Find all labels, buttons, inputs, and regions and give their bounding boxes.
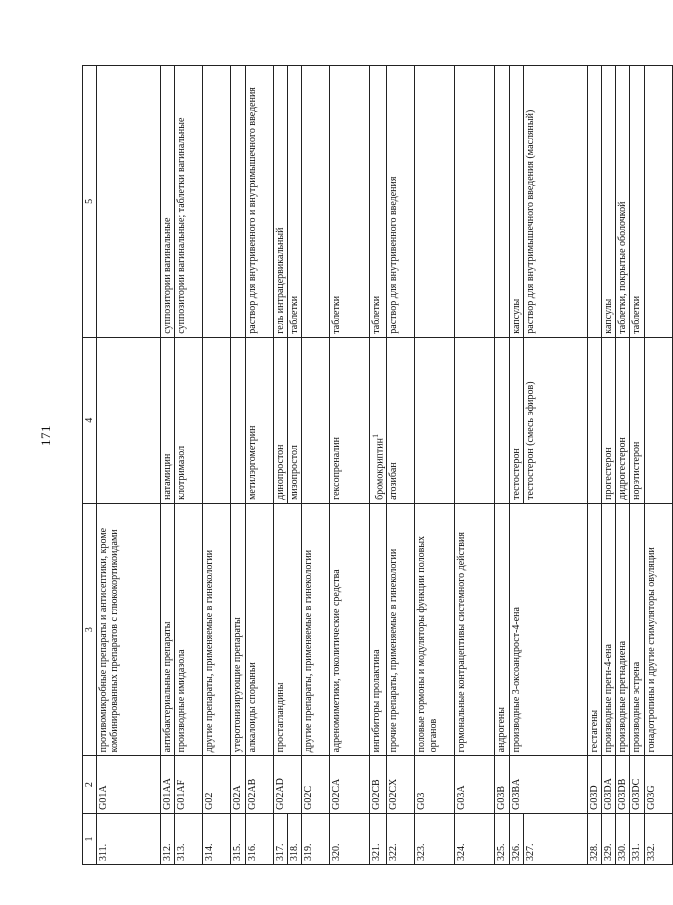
row-number: 322. [387, 813, 415, 864]
row-number: 314. [203, 813, 231, 864]
pharmacological-group: ингибиторы пролактина [369, 503, 387, 755]
dosage-form: раствор для внутривенного введения [387, 66, 415, 338]
table-row [161, 66, 175, 865]
dosage-form [97, 66, 161, 338]
table-row [387, 66, 415, 865]
dosage-form [203, 66, 231, 338]
drug-name: мизопростол [287, 337, 301, 503]
column-header: 3 [83, 503, 97, 755]
pharmacological-group: производные эстрена [630, 503, 644, 755]
atc-code: G02AB [245, 756, 273, 814]
table-row [203, 66, 231, 865]
drug-name [97, 337, 161, 503]
dosage-form: таблетки [369, 66, 387, 338]
dosage-form [301, 66, 329, 338]
table-row [415, 66, 455, 865]
dosage-form: суппозитории вагинальные; таблетки вагинальные [175, 66, 203, 338]
drug-name: тестостерон [509, 337, 523, 503]
row-number: 312. [161, 813, 175, 864]
atc-code: G02A [231, 756, 245, 814]
page-number: 171 [38, 425, 53, 446]
atc-code: G02AD [273, 756, 301, 814]
dosage-form: капсулы [602, 66, 616, 338]
pharmacological-group: утеротонизирующие препараты [231, 503, 245, 755]
table-row [644, 66, 672, 865]
column-header: 2 [83, 756, 97, 814]
drug-name [301, 337, 329, 503]
dosage-form: капсулы [509, 66, 523, 338]
row-number: 323. [415, 813, 455, 864]
table-row [455, 66, 495, 865]
atc-code: G02CB [369, 756, 387, 814]
pharmacological-group: гонадотропины и другие стимуляторы овуляции [644, 503, 672, 755]
dosage-form [231, 66, 245, 338]
column-header: 5 [83, 66, 97, 338]
drug-table [82, 65, 673, 865]
column-header: 4 [83, 337, 97, 503]
dosage-form [455, 66, 495, 338]
atc-code: G01AF [175, 756, 203, 814]
row-number: 313. [175, 813, 203, 864]
drug-name: натамицин [161, 337, 175, 503]
dosage-form: таблетки [630, 66, 644, 338]
atc-code: G03B [495, 756, 509, 814]
drug-name: бромокриптин [374, 438, 386, 500]
table-row [245, 66, 273, 865]
table-row [273, 66, 287, 865]
drug-name: дидрогестерон [616, 337, 630, 503]
drug-name: метилэргометрин [245, 337, 273, 503]
drug-name [415, 337, 455, 503]
drug-name: клотримазол [175, 337, 203, 503]
pharmacological-group: половые гормоны и модуляторы функции половых органов [415, 503, 455, 755]
row-number: 331. [630, 813, 644, 864]
dosage-form [415, 66, 455, 338]
row-number: 330. [616, 813, 630, 864]
atc-code: G02C [301, 756, 329, 814]
dosage-form: раствор для внутримышечного введения (масляный) [523, 66, 587, 338]
table-row [329, 66, 369, 865]
row-number: 316. [245, 813, 273, 864]
dosage-form: таблетки [287, 66, 301, 338]
table-header-row [83, 66, 97, 865]
dosage-form [587, 66, 601, 338]
pharmacological-group: другие препараты, применяемые в гинекологии [203, 503, 231, 755]
table-row [301, 66, 329, 865]
dosage-form: суппозитории вагинальные [161, 66, 175, 338]
table-row [97, 66, 161, 865]
row-number: 315. [231, 813, 245, 864]
drug-name: норэтистерон [630, 337, 644, 503]
row-number: 325. [495, 813, 509, 864]
drug-name [644, 337, 672, 503]
dosage-form: таблетки, покрытые оболочкой [616, 66, 630, 338]
dosage-form [495, 66, 509, 338]
pharmacological-group: антибактериальные препараты [161, 503, 175, 755]
row-number: 328. [587, 813, 601, 864]
table-row [602, 66, 616, 865]
drug-name [495, 337, 509, 503]
dosage-form: гель интрацервикальный [273, 66, 287, 338]
atc-code: G03DA [602, 756, 616, 814]
atc-code: G01A [97, 756, 161, 814]
row-number: 332. [644, 813, 672, 864]
drug-name [455, 337, 495, 503]
dosage-form: таблетки [329, 66, 369, 338]
drug-name [587, 337, 601, 503]
atc-code: G03G [644, 756, 672, 814]
table-row [231, 66, 245, 865]
row-number: 327. [523, 813, 587, 864]
row-number: 321. [369, 813, 387, 864]
pharmacological-group: производные прегн-4-ена [602, 503, 616, 755]
atc-code: G03DB [616, 756, 630, 814]
atc-code: G03BA [509, 756, 587, 814]
drug-name [231, 337, 245, 503]
table-row [616, 66, 630, 865]
drug-name: гексопреналин [329, 337, 369, 503]
row-number: 319. [301, 813, 329, 864]
table-row [175, 66, 203, 865]
row-number: 320. [329, 813, 369, 864]
pharmacological-group: производные 3-оксоандрост-4-ена [509, 503, 587, 755]
footnote-marker: 1 [370, 433, 380, 439]
row-number: 317. [273, 813, 287, 864]
column-header: 1 [83, 813, 97, 864]
atc-code: G02CX [387, 756, 415, 814]
pharmacological-group: производные имидазола [175, 503, 203, 755]
table-row [509, 66, 523, 865]
row-number: 329. [602, 813, 616, 864]
drug-name: динопростон [273, 337, 287, 503]
atc-code: G03D [587, 756, 601, 814]
dosage-form [644, 66, 672, 338]
atc-code: G01AA [161, 756, 175, 814]
pharmacological-group: адреномиметики, токолитические средства [329, 503, 369, 755]
atc-code: G02CA [329, 756, 369, 814]
atc-code: G03 [415, 756, 455, 814]
pharmacological-group: прочие препараты, применяемые в гинекологии [387, 503, 415, 755]
row-number: 311. [97, 813, 161, 864]
pharmacological-group: андрогены [495, 503, 509, 755]
pharmacological-group: другие препараты, применяемые в гинекологии [301, 503, 329, 755]
atc-code: G03DC [630, 756, 644, 814]
pharmacological-group: простагландины [273, 503, 301, 755]
pharmacological-group: гестагены [587, 503, 601, 755]
row-number: 324. [455, 813, 495, 864]
rotated-page-content [82, 65, 657, 865]
dosage-form: раствор для внутривенного и внутримышечного введения [245, 66, 273, 338]
pharmacological-group: противомикробные препараты и антисептики, кроме комбинированных препаратов с глюкокортикоидами [97, 503, 161, 755]
row-number: 326. [509, 813, 523, 864]
pharmacological-group: производные прегнадиена [616, 503, 630, 755]
table-row [587, 66, 601, 865]
row-number: 318. [287, 813, 301, 864]
table-row [630, 66, 644, 865]
atc-code: G03A [455, 756, 495, 814]
table-row [369, 66, 387, 865]
drug-name: тестостерон (смесь эфиров) [523, 337, 587, 503]
atc-code: G02 [203, 756, 231, 814]
drug-name: прогестерон [602, 337, 616, 503]
pharmacological-group: алкалоиды спорыньи [245, 503, 273, 755]
drug-name [203, 337, 231, 503]
table-row [495, 66, 509, 865]
drug-name-cell [369, 337, 387, 503]
pharmacological-group: гормональные контрацептивы системного действия [455, 503, 495, 755]
drug-name: атозибан [387, 337, 415, 503]
